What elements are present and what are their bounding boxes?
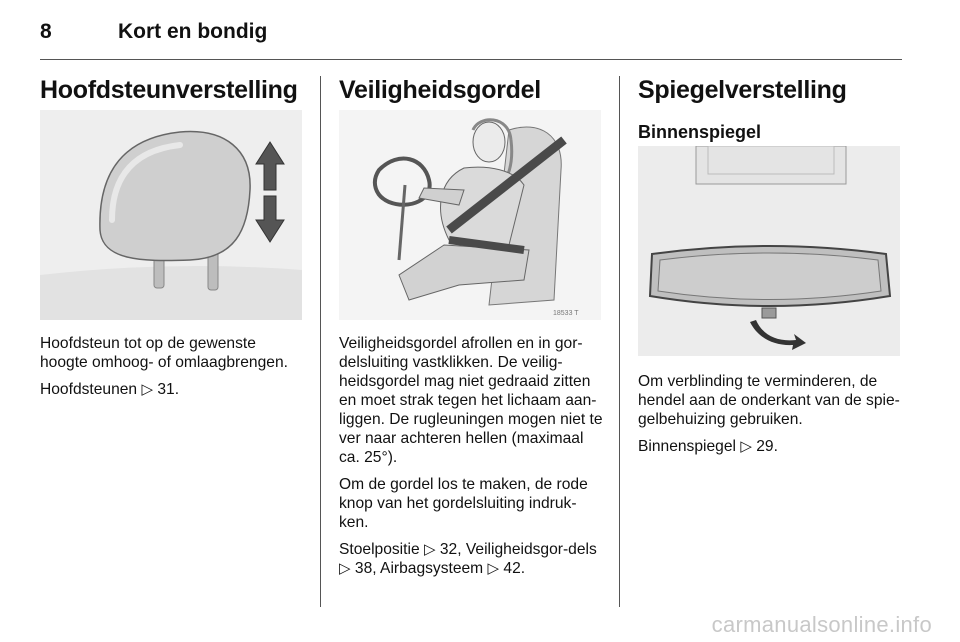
chapter-title: Kort en bondig (118, 20, 268, 43)
col1-paragraph-1: Hoofdsteun tot op de gewenste hoogte omhoog- of omlaagbrengen. (40, 335, 288, 371)
col2-references (339, 540, 603, 578)
arrow-reference-icon: ▷ (423, 541, 436, 558)
page-number: 8 (40, 20, 52, 43)
arrow-reference-icon: ▷ (339, 560, 351, 577)
seatbelt-figure (339, 110, 601, 320)
arrow-reference-icon: ▷ (487, 560, 500, 577)
col3-reference (638, 437, 902, 456)
ref-page-seatbelts[interactable]: 32, Veiligheidsgor-dels (439, 541, 597, 558)
header-divider (40, 59, 902, 60)
reference-page[interactable]: 31. (157, 381, 180, 398)
col3-text (638, 372, 902, 456)
section-seatbelt (339, 76, 609, 105)
arrow-reference-icon: ▷ (740, 438, 752, 455)
reference-page[interactable]: 29. (756, 438, 778, 455)
subsection-title-interior-mirror: Binnenspiegel (638, 122, 762, 142)
seatbelt-illustration (339, 110, 601, 320)
ref-page-end[interactable]: 42. (503, 560, 526, 577)
watermark: carmanualsonline.info (711, 612, 932, 637)
reference-text: Hoofdsteunen (40, 381, 138, 398)
section-mirror (638, 76, 908, 143)
col1-text (40, 334, 302, 399)
arrow-reference-icon: ▷ (141, 381, 153, 398)
ref-seat-position: Stoelpositie (339, 541, 420, 558)
mirror-figure (638, 146, 900, 356)
col1-reference (40, 380, 302, 399)
headrest-figure (40, 110, 302, 320)
column-divider-1 (320, 76, 321, 607)
ref-page-airbag[interactable]: 38, Airbagsysteem (354, 560, 484, 577)
section-title-seatbelt: Veiligheidsgordel (339, 76, 541, 104)
col2-paragraph-1: Veiligheidsgordel afrollen en in gor-delsluiting vastklikken. De veilig-heidsgordel mag niet gedraaid zitten en moet strak tegen het lichaam aan-liggen. De rugleuningen mogen niet te ver naar achteren hellen (maximaal ca. 25°). (339, 335, 603, 466)
col2-paragraph-2: Om de gordel los te maken, de rode knop van het gordelsluiting indruk-ken. (339, 476, 588, 531)
headrest-illustration (40, 110, 302, 320)
col3-paragraph-1: Om verblinding te verminderen, de hendel aan de onderkant van de spie-gelbehuizing gebruiken. (638, 373, 900, 428)
col2-text (339, 334, 603, 578)
figure-code: 18533 T (553, 310, 579, 317)
reference-text: Binnenspiegel (638, 438, 736, 455)
section-title-headrest: Hoofdsteunverstelling (40, 76, 298, 104)
section-title-mirror: Spiegelverstelling (638, 76, 847, 104)
mirror-illustration (638, 146, 900, 356)
section-headrest (40, 76, 310, 105)
column-divider-2 (619, 76, 620, 607)
